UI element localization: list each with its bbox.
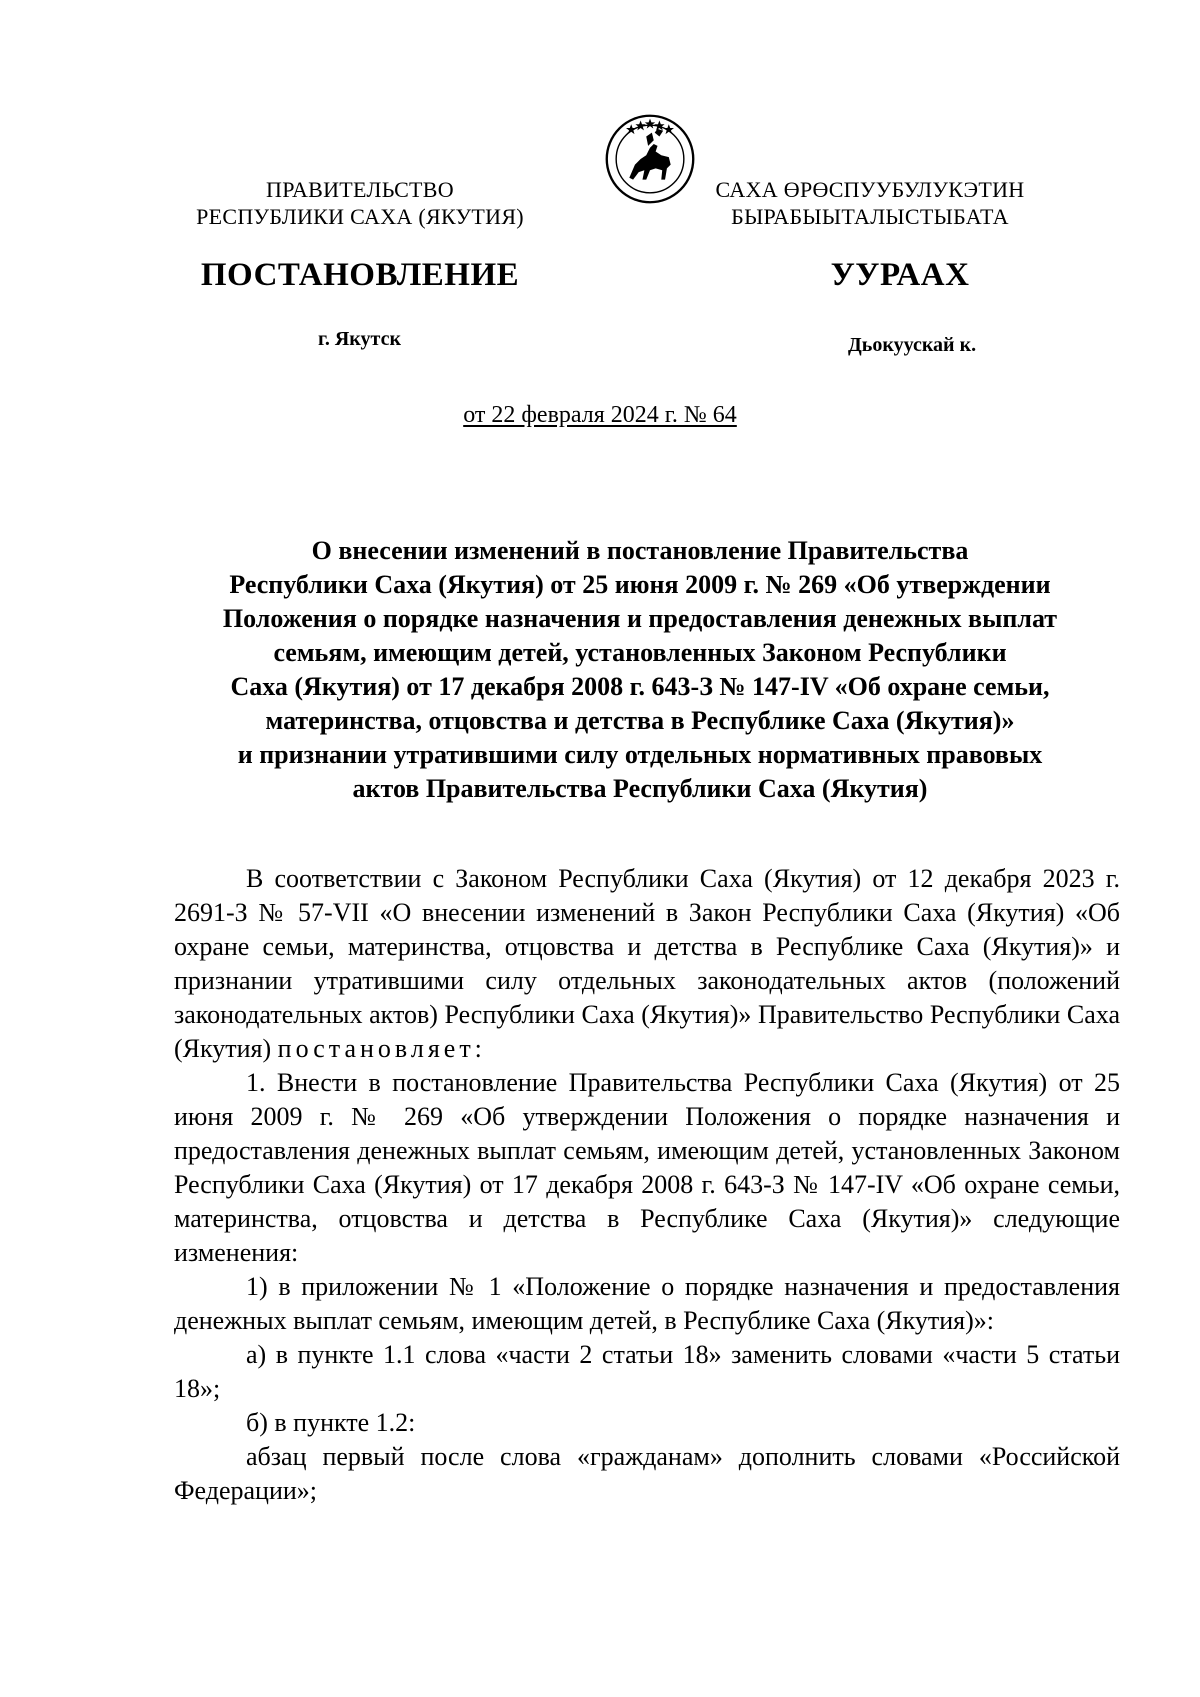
- title-line: Республики Саха (Якутия) от 25 июня 2009 г. № 269 «Об утверждении: [229, 570, 1051, 599]
- city-sakha: Дьокуускай к.: [848, 334, 977, 356]
- document-title: [160, 534, 1120, 806]
- title-line: О внесении изменений в постановление Правительства: [311, 536, 969, 565]
- document-body: [174, 862, 1120, 1508]
- title-line: семьям, имеющим детей, установленных Законом Республики: [273, 638, 1007, 667]
- resolves-word: постановляет:: [277, 1034, 486, 1063]
- body-paragraph-subitem-a: а) в пункте 1.1 слова «части 2 статьи 18» заменить словами «части 5 статьи 18»;: [174, 1340, 1120, 1403]
- document-type-sakha: УУРААХ: [830, 257, 970, 293]
- date-number-text: от 22 февраля 2024 г. № 64: [463, 402, 737, 428]
- issuer-name-ru-line2: РЕСПУБЛИКИ САХА (ЯКУТИЯ): [196, 204, 524, 229]
- document-type-ru: ПОСТАНОВЛЕНИЕ: [200, 257, 520, 293]
- title-line: материнства, отцовства и детства в Республике Саха (Якутия)»: [265, 706, 1015, 735]
- city-ru: г. Якутск: [318, 328, 401, 350]
- body-paragraph-subitem-b: б) в пункте 1.2:: [246, 1408, 416, 1437]
- title-line: Положения о порядке назначения и предоставления денежных выплат: [222, 604, 1058, 633]
- coat-of-arms-icon: [603, 112, 697, 206]
- issuer-name-ru-line1: ПРАВИТЕЛЬСТВО: [266, 177, 454, 202]
- body-paragraph-item-1: 1. Внести в постановление Правительства Республики Саха (Якутия) от 25 июня 2009 г. № 269 «Об утверждении Положения о порядке назначения и предоставления денежных выплат семьям, имеющим детей, установленных Законом Республики Саха (Якутия) от 17 декабря 2008 г. 643-З № 147-IV «Об охране семьи, материнства, отцовства и детства в Республике Саха (Якутия)» следующие изменения:: [174, 1068, 1120, 1267]
- issuer-name-sakha-line1: САХА ӨРӨСПУУБУЛУКЭТИН: [715, 177, 1025, 202]
- document-date-number: [0, 402, 1200, 429]
- title-line: Саха (Якутия) от 17 декабря 2008 г. 643-З № 147-IV «Об охране семьи,: [230, 672, 1050, 701]
- issuer-name-sakha-line2: БЫРАБЫЫТАЛЫСТЫБАТА: [731, 204, 1009, 229]
- title-line: и признании утратившими силу отдельных нормативных правовых: [237, 740, 1043, 769]
- body-paragraph-clause: абзац первый после слова «гражданам» дополнить словами «Российской Федерации»;: [174, 1442, 1120, 1505]
- title-line: актов Правительства Республики Саха (Якутия): [352, 774, 928, 803]
- body-paragraph-subitem-1: 1) в приложении № 1 «Положение о порядке назначения и предоставления денежных выплат семьям, имеющим детей, в Республике Саха (Якутия)»:: [174, 1272, 1120, 1335]
- preamble-text: В соответствии с Законом Республики Саха (Якутия) от 12 декабря 2023 г. 2691-З № 57-VII «О внесении изменений в Закон Республики Саха (Якутия) «Об охране семьи, материнства, отцовства и детства в Республике Саха (Якутия)» и признании утратившими силу отдельных законодательных актов (положений законодательных актов) Республики Саха (Якутия)» Правительство Республики Саха (Якутия): [174, 864, 1120, 1063]
- body-paragraph-preamble: [174, 862, 1120, 1066]
